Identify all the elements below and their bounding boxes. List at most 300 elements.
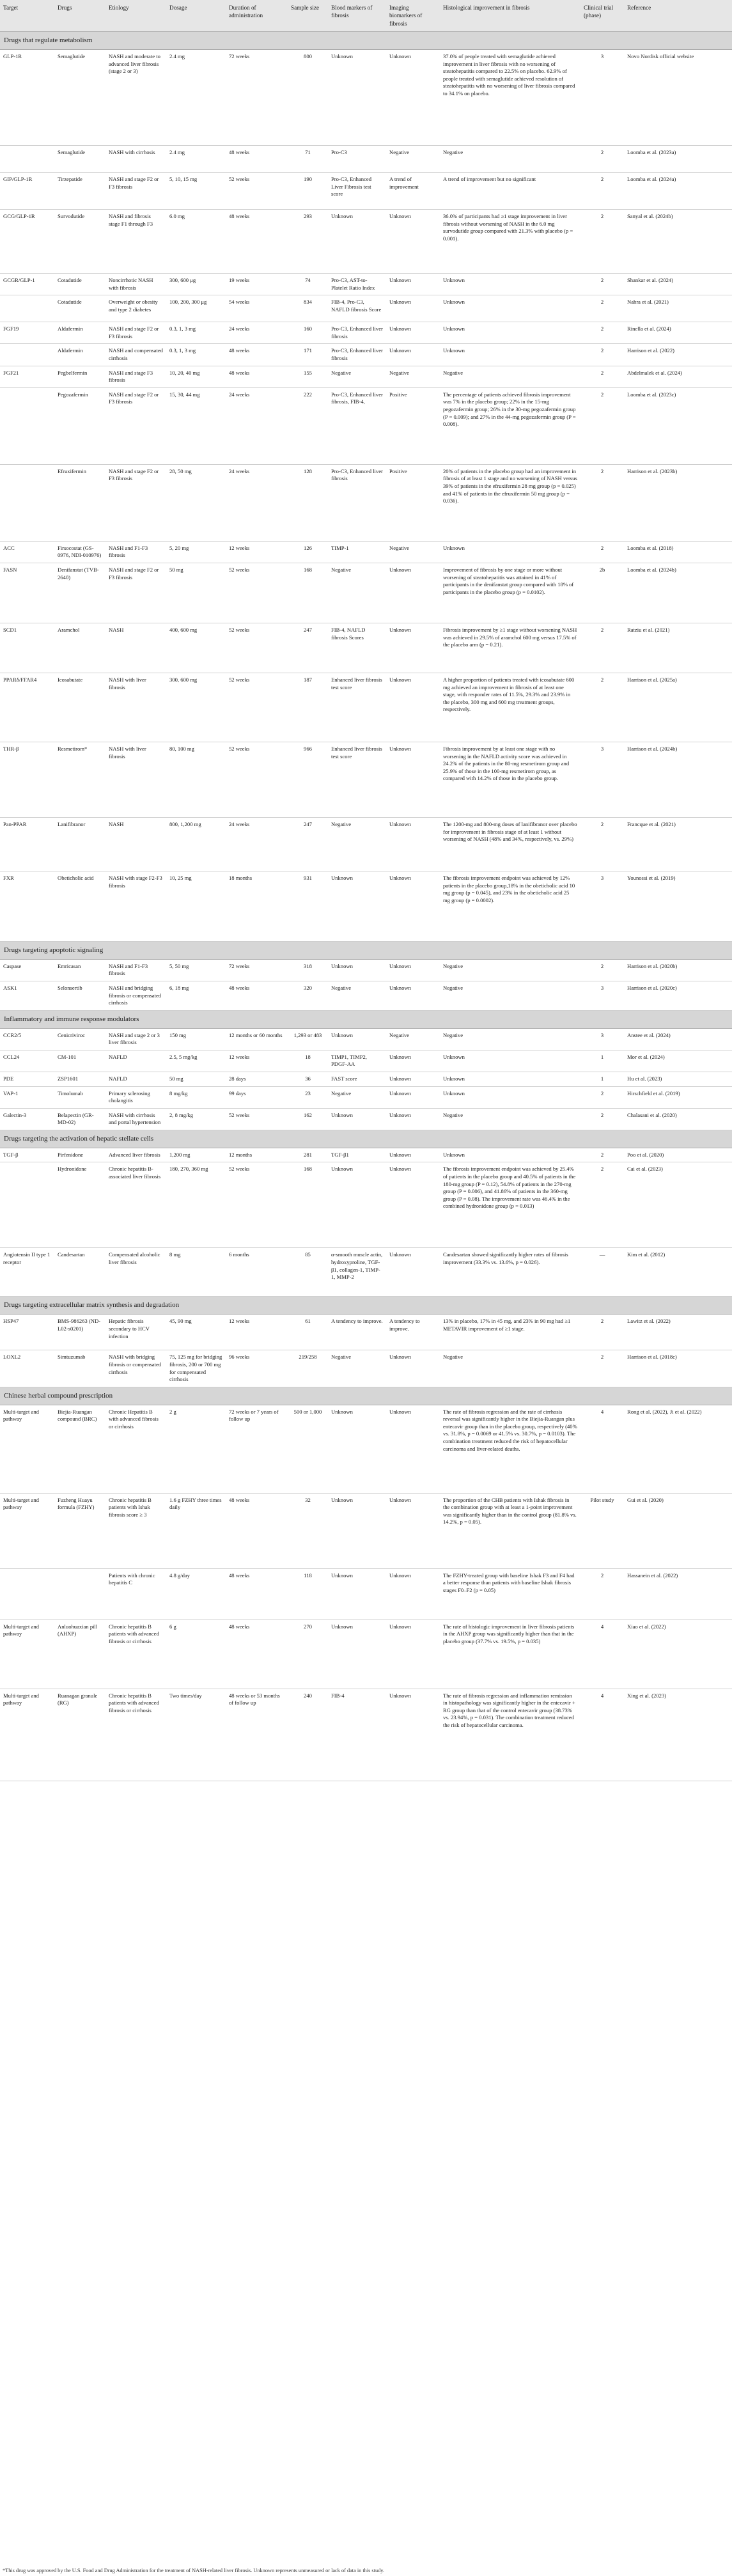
table-row: [0, 1086, 732, 1108]
table-row: [0, 1028, 732, 1050]
table-cell: Enhanced liver fibrosis test score: [328, 673, 386, 742]
table-cell: 72 weeks or 7 years of follow up: [226, 1405, 288, 1493]
table-cell: 0.3, 1, 3 mg: [166, 344, 226, 366]
table-cell: 966: [288, 742, 328, 818]
table-cell: 13% in placebo, 17% in 45 mg, and 23% in 90 mg had ≥1 METAVIR improvement of ≥1 stage.: [440, 1315, 580, 1350]
table-row: [0, 959, 732, 981]
table-row: [0, 344, 732, 366]
table-cell: 5, 50 mg: [166, 959, 226, 981]
table-cell: [0, 344, 54, 366]
table-cell: 52 weeks: [226, 673, 288, 742]
table-cell: 54 weeks: [226, 295, 288, 322]
table-cell: Unknown: [386, 344, 440, 366]
table-cell: 3: [580, 871, 624, 942]
table-cell: Unknown: [328, 1568, 386, 1620]
table-row: [0, 1050, 732, 1072]
table-cell: Rong et al. (2022), Ji et al. (2022): [624, 1405, 732, 1493]
table-cell: 168: [288, 563, 328, 623]
table-cell: NASH with cirrhosis: [105, 146, 166, 173]
table-cell: 24 weeks: [226, 322, 288, 344]
table-cell: 6, 18 mg: [166, 981, 226, 1011]
section-title: Drugs targeting apoptotic signaling: [0, 942, 732, 960]
table-cell: Fuzheng Huayu formula (FZHY): [54, 1493, 105, 1568]
table-cell: Compensated alcoholic liver fibrosis: [105, 1248, 166, 1297]
table-cell: 3: [580, 981, 624, 1011]
table-cell: Unknown: [386, 1162, 440, 1248]
table-cell: Noncirrhotic NASH with fibrosis: [105, 274, 166, 295]
table-cell: 2: [580, 1162, 624, 1248]
table-cell: α-smooth muscle actin, hydroxyproline, TGF-β1, collagen-1, TIMP-1, MMP-2: [328, 1248, 386, 1297]
section-header-row: [0, 1010, 732, 1028]
column-header: Target: [0, 0, 54, 32]
table-cell: Unknown: [386, 50, 440, 146]
table-cell: Chronic hepatitis B patients with advanced fibrosis or cirrhosis: [105, 1620, 166, 1689]
table-cell: Belapectin (GR-MD-02): [54, 1108, 105, 1130]
table-cell: 1.6 g FZHY three times daily: [166, 1493, 226, 1568]
table-cell: Unknown: [328, 1620, 386, 1689]
table-cell: 48 weeks: [226, 210, 288, 274]
table-cell: Fibrosis improvement by at least one stage with no worsening in the NAFLD activity score was achieved in 24.2% of the patients in the 80-mg resmetirom group and 25.9% of those in the 100-mg resmetirom group, as compared with 14.2% of those in the placebo group.: [440, 742, 580, 818]
table-cell: —: [580, 1248, 624, 1297]
table-cell: ZSP1601: [54, 1072, 105, 1087]
table-cell: A trend of improvement but no significant: [440, 173, 580, 210]
table-cell: 2: [580, 274, 624, 295]
table-cell: 28 days: [226, 1072, 288, 1087]
table-cell: 190: [288, 173, 328, 210]
table-cell: Cotadutide: [54, 274, 105, 295]
table-cell: 72 weeks: [226, 50, 288, 146]
table-cell: 2: [580, 366, 624, 387]
table-cell: Pro-C3, Enhanced liver fibrosis: [328, 322, 386, 344]
table-cell: NAFLD: [105, 1072, 166, 1087]
table-cell: Unknown: [386, 742, 440, 818]
table-cell: Pan-PPAR: [0, 818, 54, 871]
table-row: [0, 1148, 732, 1162]
section-title: Drugs targeting extracellular matrix synthesis and degradation: [0, 1297, 732, 1315]
table-row: [0, 742, 732, 818]
table-cell: Simtuzumab: [54, 1350, 105, 1387]
table-cell: NASH and fibrosis stage F1 through F3: [105, 210, 166, 274]
table-cell: 160: [288, 322, 328, 344]
table-cell: Cai et al. (2023): [624, 1162, 732, 1248]
table-cell: 37.0% of people treated with semaglutide achieved improvement in liver fibrosis with no worsening of steatohepatitis compared to 22.5% on placebo. 62.9% of people treated with semaglutide achieved resolution of steatohepatitis with no worsening of liver fibrosis compared to 34.1% on placebo.: [440, 50, 580, 146]
table-cell: 2: [580, 959, 624, 981]
table-row: [0, 563, 732, 623]
table-cell: 24 weeks: [226, 818, 288, 871]
table-cell: Unknown: [386, 818, 440, 871]
table-cell: 36.0% of participants had ≥1 stage improvement in liver fibrosis without worsening of NASH in the 6.0 mg survodutide group compared with 21.3% with placebo (p = 0.001).: [440, 210, 580, 274]
table-cell: 400, 600 mg: [166, 623, 226, 673]
table-cell: 18 months: [226, 871, 288, 942]
table-cell: Negative: [386, 366, 440, 387]
table-cell: Gui et al. (2020): [624, 1493, 732, 1568]
table-cell: Unknown: [328, 50, 386, 146]
table-cell: TGF-β1: [328, 1148, 386, 1162]
table-cell: HSP47: [0, 1315, 54, 1350]
table-cell: 2b: [580, 563, 624, 623]
table-cell: Negative: [386, 146, 440, 173]
table-cell: FGF21: [0, 366, 54, 387]
table-cell: Multi-target and pathway: [0, 1620, 54, 1689]
table-cell: Ratziu et al. (2021): [624, 623, 732, 673]
table-cell: Overweight or obesity and type 2 diabetes: [105, 295, 166, 322]
table-cell: VAP-1: [0, 1086, 54, 1108]
table-cell: Nahra et al. (2021): [624, 295, 732, 322]
table-cell: 4: [580, 1689, 624, 1781]
table-cell: Unknown: [386, 673, 440, 742]
table-cell: Unknown: [386, 1050, 440, 1072]
table-cell: Negative: [440, 981, 580, 1011]
table-cell: Negative: [328, 366, 386, 387]
table-cell: The 1200-mg and 800-mg doses of lanifibranor over placebo for improvement in fibrosis stage of at least 1 without worsening of NASH (48% and 34%, respectively, vs. 29%): [440, 818, 580, 871]
column-header: Blood markers of fibrosis: [328, 0, 386, 32]
table-cell: GCG/GLP-1R: [0, 210, 54, 274]
table-cell: 52 weeks: [226, 173, 288, 210]
table-cell: 72 weeks: [226, 959, 288, 981]
table-cell: 52 weeks: [226, 742, 288, 818]
column-header: Drugs: [54, 0, 105, 32]
table-cell: FIB-4, NAFLD fibrosis Scores: [328, 623, 386, 673]
table-cell: Unknown: [386, 1405, 440, 1493]
table-cell: Caspase: [0, 959, 54, 981]
table-cell: 2: [580, 387, 624, 464]
table-cell: Younossi et al. (2019): [624, 871, 732, 942]
table-cell: 52 weeks: [226, 1108, 288, 1130]
table-cell: 6 g: [166, 1620, 226, 1689]
table-cell: Negative: [328, 1086, 386, 1108]
table-cell: Pro-C3, Enhanced liver fibrosis: [328, 464, 386, 541]
table-cell: 12 months: [226, 1148, 288, 1162]
table-cell: 28, 50 mg: [166, 464, 226, 541]
table-cell: Unknown: [440, 1086, 580, 1108]
table-cell: Candesartan showed significantly higher rates of fibrosis improvement (33.3% vs. 13.6%, p = 0.026).: [440, 1248, 580, 1297]
column-header: Reference: [624, 0, 732, 32]
column-header: Clinical trial (phase): [580, 0, 624, 32]
table-cell: NASH and stage F2 or F3 fibrosis: [105, 173, 166, 210]
table-cell: 222: [288, 387, 328, 464]
table-cell: 8 mg: [166, 1248, 226, 1297]
table-cell: 187: [288, 673, 328, 742]
table-cell: 270: [288, 1620, 328, 1689]
table-cell: 36: [288, 1072, 328, 1087]
table-cell: NASH and stage F2 or F3 fibrosis: [105, 387, 166, 464]
table-cell: 100, 200, 300 μg: [166, 295, 226, 322]
table-cell: 12 weeks: [226, 1050, 288, 1072]
table-row: [0, 210, 732, 274]
table-cell: Chronic Hepatitis B with advanced fibrosis or cirrhosis: [105, 1405, 166, 1493]
table-cell: Xing et al. (2023): [624, 1689, 732, 1781]
table-cell: NASH and moderate to advanced liver fibrosis (stage 2 or 3): [105, 50, 166, 146]
table-cell: 19 weeks: [226, 274, 288, 295]
table-cell: Unknown: [386, 210, 440, 274]
table-cell: 48 weeks: [226, 1568, 288, 1620]
table-cell: 85: [288, 1248, 328, 1297]
table-cell: Emricasan: [54, 959, 105, 981]
table-cell: The rate of fibrosis regression and the rate of cirrhosis reversal was significantly higher in the Biejia-Ruangan plus entecavir group than in the placebo group, respectively (40% vs. 31.8%, p = 0.0069 or 41.5% vs. 30.7%, p = 0.0103). The combination treatment reduced the risk of hepatocellular carcinoma and liver-related deaths.: [440, 1405, 580, 1493]
table-cell: 48 weeks: [226, 1620, 288, 1689]
table-cell: 162: [288, 1108, 328, 1130]
table-cell: Resmetirom*: [54, 742, 105, 818]
table-cell: Shankar et al. (2024): [624, 274, 732, 295]
table-cell: Chronic hepatitis B patients with Ishak fibrosis score ≥ 3: [105, 1493, 166, 1568]
table-cell: Multi-target and pathway: [0, 1405, 54, 1493]
table-row: [0, 673, 732, 742]
table-cell: Unknown: [386, 1148, 440, 1162]
table-row: [0, 1350, 732, 1387]
table-cell: Positive: [386, 387, 440, 464]
table-cell: Pro-C3: [328, 146, 386, 173]
section-title: Chinese herbal compound prescription: [0, 1387, 732, 1405]
table-cell: A tendency to improve.: [386, 1315, 440, 1350]
table-cell: Unknown: [328, 1162, 386, 1248]
table-cell: 2.4 mg: [166, 146, 226, 173]
table-cell: Unknown: [440, 274, 580, 295]
table-cell: 2: [580, 322, 624, 344]
section-title: Inflammatory and immune response modulators: [0, 1010, 732, 1028]
table-cell: Negative: [386, 541, 440, 563]
table-cell: Pirfenidone: [54, 1148, 105, 1162]
column-header: Dosage: [166, 0, 226, 32]
table-cell: 128: [288, 464, 328, 541]
table-row: [0, 322, 732, 344]
table-cell: [0, 146, 54, 173]
table-cell: GIP/GLP-1R: [0, 173, 54, 210]
table-cell: [0, 387, 54, 464]
table-cell: 12 weeks: [226, 1315, 288, 1350]
table-header-row: [0, 0, 732, 32]
table-cell: FGF19: [0, 322, 54, 344]
table-cell: Unknown: [328, 1028, 386, 1050]
table-cell: 15, 30, 44 mg: [166, 387, 226, 464]
table-cell: 240: [288, 1689, 328, 1781]
table-row: [0, 1072, 732, 1087]
table-cell: Unknown: [386, 1072, 440, 1087]
table-cell: 6.0 mg: [166, 210, 226, 274]
table-cell: Hassanein et al. (2022): [624, 1568, 732, 1620]
section-header-row: [0, 1297, 732, 1315]
table-footnote: *This drug was approved by the U.S. Food and Drug Administration for the treatment of NASH-related liver fibrosis. Unknown represents unmeasured or lack of data in this study.: [3, 2568, 384, 2573]
table-cell: CCR2/5: [0, 1028, 54, 1050]
table-cell: 2: [580, 1086, 624, 1108]
table-cell: Semaglutide: [54, 146, 105, 173]
table-cell: Unknown: [328, 871, 386, 942]
table-cell: Unknown: [386, 1689, 440, 1781]
table-cell: 2: [580, 818, 624, 871]
table-cell: Unknown: [386, 871, 440, 942]
table-cell: 171: [288, 344, 328, 366]
table-row: [0, 541, 732, 563]
table-cell: ACC: [0, 541, 54, 563]
table-cell: Unknown: [386, 623, 440, 673]
table-cell: Unknown: [328, 959, 386, 981]
table-cell: 300, 600 mg: [166, 673, 226, 742]
table-cell: Pegozafermin: [54, 387, 105, 464]
table-cell: Denifanstat (TVB-2640): [54, 563, 105, 623]
table-cell: 48 weeks: [226, 981, 288, 1011]
table-cell: TGF-β: [0, 1148, 54, 1162]
section-header-row: [0, 942, 732, 960]
table-cell: SCD1: [0, 623, 54, 673]
table-cell: Pro-C3, Enhanced liver fibrosis, FIB-4,: [328, 387, 386, 464]
table-cell: Negative: [440, 959, 580, 981]
table-cell: 45, 90 mg: [166, 1315, 226, 1350]
table-cell: 1,200 mg: [166, 1148, 226, 1162]
table-cell: Negative: [440, 366, 580, 387]
table-cell: Efruxifermin: [54, 464, 105, 541]
table-cell: Lawitz et al. (2022): [624, 1315, 732, 1350]
table-cell: NASH and stage F3 fibrosis: [105, 366, 166, 387]
table-row: [0, 1493, 732, 1568]
table-row: [0, 1689, 732, 1781]
table-cell: Ruanagan granule (RG): [54, 1689, 105, 1781]
table-cell: FAST score: [328, 1072, 386, 1087]
table-cell: NAFLD: [105, 1050, 166, 1072]
table-cell: 12 months or 60 months: [226, 1028, 288, 1050]
table-cell: NASH and stage F2 or F3 fibrosis: [105, 322, 166, 344]
table-cell: Loomba et al. (2018): [624, 541, 732, 563]
table-cell: [0, 1568, 54, 1620]
table-cell: Harrison et al. (2020b): [624, 959, 732, 981]
table-cell: 800: [288, 50, 328, 146]
table-cell: Chronic hepatitis B-associated liver fibrosis: [105, 1162, 166, 1248]
table-cell: 800, 1,200 mg: [166, 818, 226, 871]
column-header: Imaging biomarkers of fibrosis: [386, 0, 440, 32]
table-cell: 126: [288, 541, 328, 563]
table-cell: 2: [580, 210, 624, 274]
column-header: Sample size: [288, 0, 328, 32]
table-cell: 52 weeks: [226, 1162, 288, 1248]
table-cell: Hydronidone: [54, 1162, 105, 1248]
table-cell: A trend of improvement: [386, 173, 440, 210]
table-cell: 155: [288, 366, 328, 387]
table-cell: Improvement of fibrosis by one stage or more without worsening of steatohepatitis was attained in 41% of participants in the denifanstat group compared with 18% of participants in the placebo group (p = 0.0102).: [440, 563, 580, 623]
table-cell: The percentage of patients achieved fibrosis improvement was 7% in the placebo group; 22% in the 15-mg pegozafermin group; 26% in the 30-mg pegozafermin group (P = 0.009); and 27% in the 44-mg pegozafermin group (P = 0.008).: [440, 387, 580, 464]
section-title: Drugs that regulate metabolism: [0, 32, 732, 50]
table-cell: 99 days: [226, 1086, 288, 1108]
table-cell: Survodutide: [54, 210, 105, 274]
table-cell: A higher proportion of patients treated with icosabutate 600 mg achieved an improvement in fibrosis of at least one stage, with responder rates of 11.5%, 29.3% and 23.9% in the placebo, 300 mg and 600 mg treatment groups, respectively.: [440, 673, 580, 742]
table-row: [0, 818, 732, 871]
table-cell: Aldafermin: [54, 322, 105, 344]
table-cell: NASH and stage 2 or 3 liver fibrosis: [105, 1028, 166, 1050]
table-cell: Negative: [440, 1108, 580, 1130]
table-row: [0, 1315, 732, 1350]
table-cell: Negative: [328, 818, 386, 871]
table-cell: 2: [580, 541, 624, 563]
table-row: [0, 295, 732, 322]
table-cell: Negative: [328, 563, 386, 623]
table-cell: 10, 20, 40 mg: [166, 366, 226, 387]
table-cell: Abdelmalek et al. (2024): [624, 366, 732, 387]
table-cell: 2: [580, 1568, 624, 1620]
table-cell: Unknown: [440, 541, 580, 563]
table-cell: 75, 125 mg for bridging fibrosis, 200 or 700 mg for compensated cirrhosis: [166, 1350, 226, 1387]
table-cell: NASH: [105, 623, 166, 673]
table-cell: Enhanced liver fibrosis test score: [328, 742, 386, 818]
table-cell: Obeticholic acid: [54, 871, 105, 942]
table-cell: TIMP-1: [328, 541, 386, 563]
table-cell: 2 g: [166, 1405, 226, 1493]
table-cell: Negative: [440, 1350, 580, 1387]
table-cell: Fibrosis improvement by ≥1 stage without worsening NASH was achieved in 29.5% of aramchol 600 mg versus 17.5% of the placebo arm (p = 0.21).: [440, 623, 580, 673]
table-cell: 219/258: [288, 1350, 328, 1387]
table-cell: Candesartan: [54, 1248, 105, 1297]
section-header-row: [0, 32, 732, 50]
table-cell: 2: [580, 1108, 624, 1130]
table-cell: Loomba et al. (2024b): [624, 563, 732, 623]
table-cell: 48 weeks: [226, 366, 288, 387]
table-cell: 168: [288, 1162, 328, 1248]
section-header-row: [0, 1387, 732, 1405]
table-cell: BMS-986263 (ND-L02-s0201): [54, 1315, 105, 1350]
table-cell: Unknown: [386, 1620, 440, 1689]
table-cell: Unknown: [386, 1248, 440, 1297]
table-row: [0, 871, 732, 942]
table-cell: 23: [288, 1086, 328, 1108]
table-cell: 931: [288, 871, 328, 942]
table-cell: CM-101: [54, 1050, 105, 1072]
table-cell: 2: [580, 344, 624, 366]
table-cell: 2.5, 5 mg/kg: [166, 1050, 226, 1072]
table-row: [0, 50, 732, 146]
table-cell: Firsocostat (GS-0976, NDI-010976): [54, 541, 105, 563]
table-cell: Chalasani et al. (2020): [624, 1108, 732, 1130]
table-cell: PDE: [0, 1072, 54, 1087]
table-cell: Cenicriviroc: [54, 1028, 105, 1050]
table-cell: 50 mg: [166, 563, 226, 623]
table-cell: Novo Nordisk official website: [624, 50, 732, 146]
table-cell: 247: [288, 623, 328, 673]
table-cell: 5, 20 mg: [166, 541, 226, 563]
table-cell: Unknown: [328, 210, 386, 274]
table-cell: Hu et al. (2023): [624, 1072, 732, 1087]
table-cell: 0.3, 1, 3 mg: [166, 322, 226, 344]
table-cell: Aramchol: [54, 623, 105, 673]
table-cell: PPARδ/FFAR4: [0, 673, 54, 742]
table-row: [0, 464, 732, 541]
table-cell: Angiotensin II type 1 receptor: [0, 1248, 54, 1297]
table-cell: 52 weeks: [226, 623, 288, 673]
table-cell: 48 weeks: [226, 146, 288, 173]
table-cell: Loomba et al. (2024a): [624, 173, 732, 210]
table-cell: Negative: [440, 146, 580, 173]
table-row: [0, 981, 732, 1011]
table-cell: Harrison et al. (2018c): [624, 1350, 732, 1387]
table-row: [0, 1620, 732, 1689]
table-cell: 4.8 g/day: [166, 1568, 226, 1620]
table-cell: NASH and stage F2 or F3 fibrosis: [105, 563, 166, 623]
table-cell: 50 mg: [166, 1072, 226, 1087]
table-cell: NASH with stage F2-F3 fibrosis: [105, 871, 166, 942]
table-cell: The FZHY-treated group with baseline Ishak F3 and F4 had a better response than patients with baseline Ishak fibrosis stages F0–F2 (p = 0.05): [440, 1568, 580, 1620]
table-cell: Aldafermin: [54, 344, 105, 366]
table-row: [0, 1405, 732, 1493]
column-header: Histological improvement in fibrosis: [440, 0, 580, 32]
table-cell: Biejia-Ruangan compound (BRC): [54, 1405, 105, 1493]
table-cell: 24 weeks: [226, 387, 288, 464]
table-cell: 2: [580, 464, 624, 541]
table-cell: The fibrosis improvement endpoint was achieved by 25.4% of patients in the placebo group and 40.5% of patients in the 180-mg group (P = 0.12), 54.8% of patients in the 270-mg group (P = 0.006), and 41.86% of patients in the 360-mg group (P = 0.08). The improvement rate was 46.4% in the combined hydronidone group (p = 0.013): [440, 1162, 580, 1248]
table-cell: [0, 464, 54, 541]
table-cell: Harrison et al. (2022): [624, 344, 732, 366]
table-cell: 20% of patients in the placebo group had an improvement in fibrosis of at least 1 stage and no worsening of NASH versus 39% of patients in the efruxifermin 28 mg group (p = 0.025) and 41% of patients in the efruxifermin 50 mg group (p = 0.036).: [440, 464, 580, 541]
table-cell: 2: [580, 1148, 624, 1162]
table-cell: 281: [288, 1148, 328, 1162]
table-cell: Unknown: [386, 981, 440, 1011]
table-cell: [54, 1568, 105, 1620]
table-cell: [0, 295, 54, 322]
table-cell: Unknown: [328, 1493, 386, 1568]
